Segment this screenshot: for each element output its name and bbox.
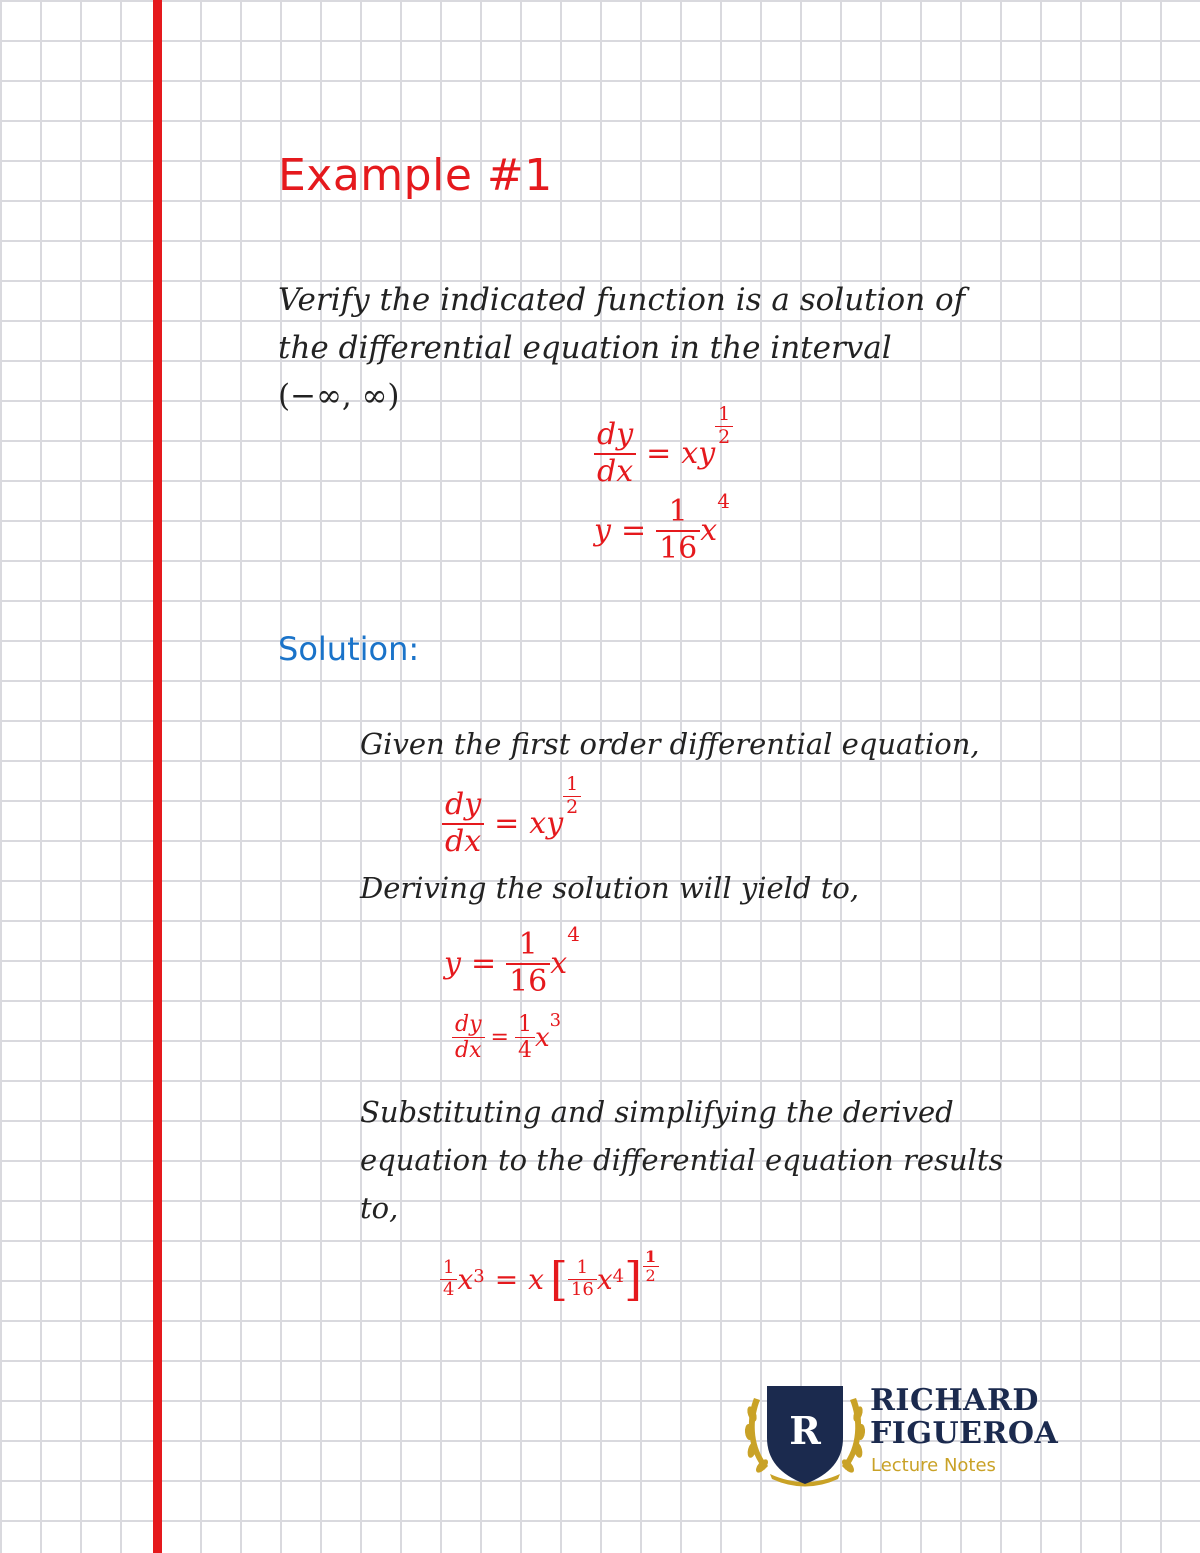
exponent-numerator: 1: [566, 773, 579, 795]
step-3-line-1: Substituting and simplifying the derived: [360, 1095, 954, 1129]
x-variable: x: [596, 1262, 613, 1296]
lhs-coef-numerator: 1: [443, 1256, 455, 1278]
y-variable: y: [594, 513, 611, 548]
final-substitution-equation: [440, 1247, 659, 1306]
step-3-text: [360, 1088, 1080, 1232]
derivative-exponent: 3: [549, 1010, 562, 1031]
logo-initial: R: [789, 1408, 821, 1453]
dy-numerator: dy: [445, 787, 482, 822]
laurel-shield-logo-icon: [740, 1378, 870, 1490]
exponent-denominator: 2: [715, 426, 733, 449]
x-variable: x: [457, 1262, 474, 1296]
notebook-margin-line: [153, 0, 162, 1553]
step-1-text: Given the first order differential equation,: [360, 727, 980, 761]
x-variable: x: [528, 1262, 544, 1296]
exponent-numerator: 1: [718, 403, 731, 425]
x-variable: x: [550, 946, 568, 981]
rhs-xy: xy: [529, 806, 564, 841]
logo-tagline: Lecture Notes: [871, 1455, 996, 1476]
equals-sign: =: [646, 436, 672, 471]
derivative-coef-numerator: 1: [517, 1012, 532, 1037]
dx-denominator: dx: [442, 823, 484, 860]
step-solution-function: [444, 922, 580, 999]
outer-exponent-numerator: 1: [645, 1247, 657, 1266]
derivative-coef-denominator: 4: [515, 1037, 535, 1063]
given-solution-function: [594, 489, 730, 566]
page-title: Example #1: [278, 150, 553, 201]
lhs-coef-denominator: 4: [440, 1279, 457, 1301]
exponent-denominator: 2: [563, 796, 581, 819]
y-variable: y: [444, 946, 461, 981]
equals-sign: =: [620, 513, 647, 548]
rhs-xy: xy: [681, 436, 716, 471]
x-exponent: 4: [567, 922, 580, 946]
step-3-line-2: equation to the differential equation results: [360, 1143, 1004, 1177]
logo-name-line-2: FIGUEROA: [870, 1416, 1059, 1451]
dy-numerator: dy: [455, 1012, 482, 1037]
left-bracket: [: [549, 1252, 568, 1306]
lhs-exponent: 3: [473, 1266, 485, 1287]
coefficient-numerator: 1: [668, 494, 688, 529]
inner-coef-denominator: 16: [568, 1279, 597, 1301]
problem-statement: [278, 276, 1078, 420]
x-variable: x: [700, 513, 718, 548]
right-bracket: ]: [624, 1252, 643, 1306]
equals-sign: =: [470, 946, 497, 981]
coefficient-denominator: 16: [656, 530, 700, 567]
x-variable: x: [534, 1022, 550, 1053]
inner-coef-numerator: 1: [576, 1256, 589, 1278]
coefficient-denominator: 16: [506, 963, 550, 1000]
step-differential-equation: [442, 773, 581, 859]
equals-sign: =: [490, 1025, 509, 1051]
step-derivative: [452, 1012, 561, 1064]
step-3-line-3: to,: [360, 1191, 399, 1225]
logo-name-line-1: RICHARD: [870, 1383, 1039, 1418]
logo-name: [870, 1384, 1058, 1450]
dy-numerator: dy: [597, 417, 634, 452]
problem-line-2: the differential equation in the interval: [278, 330, 892, 366]
equals-sign: =: [494, 806, 520, 841]
solution-heading: Solution:: [278, 630, 420, 668]
problem-interval: (−∞, ∞): [278, 378, 400, 414]
problem-line-1: Verify the indicated function is a solution of: [278, 282, 966, 318]
step-2-text: Deriving the solution will yield to,: [360, 871, 860, 905]
x-exponent: 4: [717, 489, 730, 513]
given-differential-equation: [594, 403, 733, 489]
dx-denominator: dx: [594, 453, 636, 490]
coefficient-numerator: 1: [518, 927, 538, 962]
equals-sign: =: [494, 1262, 519, 1296]
dx-denominator: dx: [452, 1037, 485, 1063]
outer-exponent-denominator: 2: [643, 1266, 659, 1285]
inner-exponent: 4: [612, 1266, 625, 1287]
